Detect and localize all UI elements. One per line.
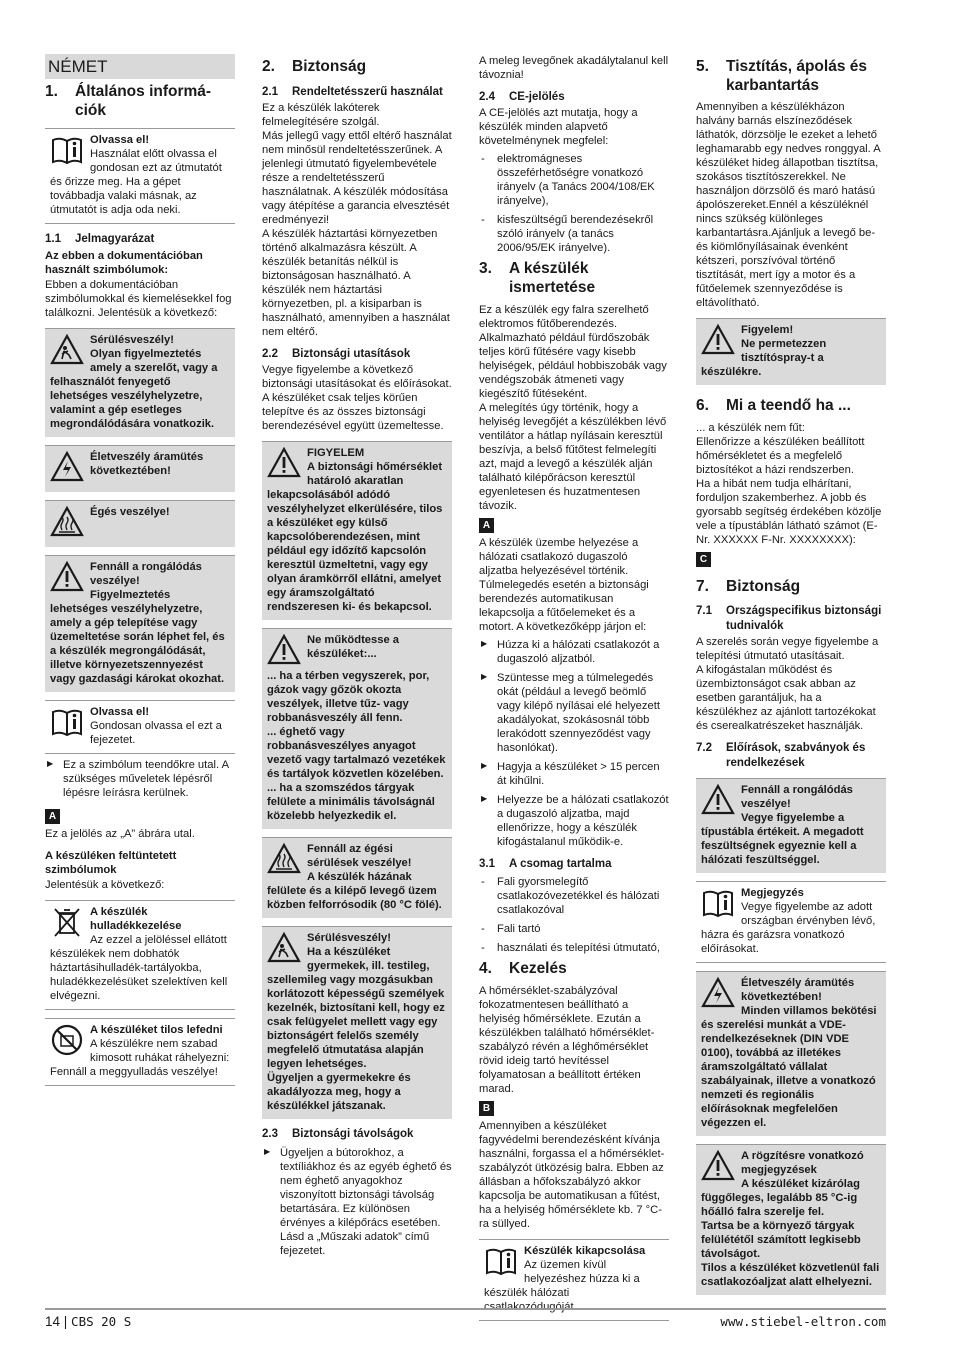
list-item: ▶ Szüntesse meg a túlmelegedés okát (például a levegő beömlő vagy kilépő nyílásai elé helyezett akadályokat, szokásosnál több lerakódott szennyeződést vagy hasonlókat). <box>479 671 669 755</box>
section-2-1-heading: 2.1 Rendeltetésszerű használat <box>262 85 443 98</box>
electric-shock-icon <box>50 450 84 484</box>
read-chapter-box: Olvassa el! Gondosan olvassa el ezt a fejezetet. <box>45 700 235 754</box>
list-item: ▶ Ez a szimbólum teendőkre utal. A szükséges műveletek lépésről lépésre leírásra kerülnek. <box>45 758 235 800</box>
page-footer <box>45 1308 886 1331</box>
footer-left: 14 | CBS 20 S <box>45 1314 132 1329</box>
section-2-2-heading: 2.2 Biztonsági utasítások <box>262 347 411 360</box>
injury-warning-box: Sérülésveszély! Olyan figyelmeztetés amely a szerelőt, vagy a felhasználót fenyegető lehetséges veszélyhelyzetre, valamint a gép esetleges megrondálódására vonatkozik. <box>45 328 235 437</box>
language-heading: NÉMET <box>45 54 235 79</box>
list-item: ▶ Helyezze be a hálózati csatlakozót a dugaszoló aljzatba, majd ellenőrizze, hogy a készülék kifogástalanul működik-e. <box>479 793 669 849</box>
section-2-3-heading: 2.3 Biztonsági távolságok <box>262 1128 414 1141</box>
switch-off-box: Készülék kikapcsolása Az üzemen kívül helyezéshez húzza ki a készülék hálózati csatlakozódugóját. <box>479 1239 669 1321</box>
section-3-heading: 3. A készülék ismertetése <box>479 260 596 296</box>
crossed-bin-icon <box>50 905 84 939</box>
figure-tag-c: C <box>696 552 711 567</box>
book-icon <box>50 133 84 167</box>
website-url: www.stiebel-eltron.com <box>720 1314 886 1329</box>
burn-injury-box: Fennáll az égési sérülések veszélye! A készülék házának felülete és a kilépő levegő üzem közben felforrósodik (80 °C fölé). <box>262 837 452 918</box>
warning-box: FIGYELEM A biztonsági hőmérséklet határoló akaratlan lekapcsolásából adódó veszélyhelyzet elkerülésére, tilos a készüléket egy külső kapcsolóberendezésen, mint például egy időzítő kapcsolón keresztül üzmeltetni, vagy egy olyan áramkörről ellátni, amelyet egy áramszolgáltató rendszeresen ki- és bekapcsol. <box>262 441 452 620</box>
figure-tag-b: B <box>479 1101 494 1116</box>
section-2-4-heading: 2.4 CE-jelölés <box>479 91 565 103</box>
book-icon <box>484 1244 518 1278</box>
burn-danger-box: Égés veszélye! <box>45 500 235 547</box>
damage-warning-box: Fennáll a rongálódás veszélye! Figyelmeztetés lehetséges veszélyhelyzetre, amely a gép telepítése vagy üzemeltetése során léphet fel, és a készülék megrongálódását, illetve környezetszennyezést vagy gazdasági károkat okozhat. <box>45 555 235 692</box>
overheat-steps-list <box>479 638 669 849</box>
action-list <box>45 758 235 800</box>
injury-children-box: Sérülésveszély! Ha a készüléket gyermekek, ill. testileg, szellemileg vagy mozgásukban korlátozott képességű személyek kezelnék, biztosítani kell, hogy ez csak felügyelet mellett vagy egy biztonságért felelős személy megfelelő útmutatása alapján legyen lehetséges. Ügyeljen a gyermekekre és akadályozza meg, hogy a készülékkel játszanak. <box>262 926 452 1119</box>
book-icon <box>701 886 735 920</box>
list-item: ▶ Ügyeljen a bútorokhoz, a textíliákhoz és az egyéb éghető és nem éghető anyagokhoz viszonyított biztonsági távolság betartására. Ez különösen érvényes a kilépőrács esetében. Lásd a „Műszaki adatok” című fejezetet. <box>262 1146 452 1258</box>
section-7-1-heading: 7.1 Országspecifikus biztonsági tudnivalók <box>696 605 882 632</box>
column-3: A meleg levegőnek akadálytalanul kell távoznia! 2.4 CE-jelölés A CE-jelölés azt mutatja, hogy a készülék minden alapvető követelménynek megfelel: - elektromágneses összeférhetőségre vonatkozó irányelv (a Tanács 2004/108/EK irányelve), - kisfeszültségű berendezésekről szóló irányelv (a tanács 2006/95/EK irányelve). 3. A készülék ismertetése Ez a készülék egy falra szerelhető elektromos fűtőberendezés. Alkalmazható például fürdőszobák teljes körű fűtésére vagy kisebb helyiségek, például hobbiszobák vagy vendégszobák átmeneti vagy kiegészítő fűtéseként. A melegítés úgy történik, hogy a helyiség levegőjét a készülékben lévő ventilátor a hátlap nyílásain keresztül beszívja, a belső fűtőtest felmelegíti azt, majd a levegő a készülék alján található kilépőrácson keresztül egyenletesen és huzatmentesen távozik. A A készülék üzembe helyezése a hálózati csatlakozó dugaszoló aljzatba helyezésével történik. Túlmelegedés esetén a biztonsági berendezés automatikusan lekapcsolja a fűtőelemeket és a motort. A következőképp járjon el: ▶ Húzza ki a hálózati csatlakozót a dugaszoló aljzatból. ▶ Szüntesse meg a túlmelegedés okát (például a levegő beömlő vagy kilépő nyílásai elé helyezett akadályokat, szokásosnál több lerakódott szennyeződést vagy hasonlókat). ▶ Hagyja a készüléket > 15 percen át kihűlni. ▶ Helyezze be a hálózati csatlakozót a dugaszoló aljzatba, majd ellenőrizze, hogy a készülék kifogástalanul működik-e. 3.1 A csomag tartalma - Fali gyorsmeleg​ítő csatlakozóvezetékkel és hálózati csatlakozóval - Fali tartó - használati és telepítési útmutató, 4. Kezelés A hőmérséklet-szabályzóval fokozatmentesen beállítható a helyiség hőmérséklete. Ezután a készülékben található hőmérséklet-szabályzó révén a léghőmérséklet rövid ideig tartó hevítéssel folyamatosan a beállított értéken marad. B Amennyiben a készüléket fagyvédelmi berendezésként kívánja használni, forgassa el a hőmérséklet-szabályzót ütközésig balra. Ebben az állásban a hőfokszabályzó akkor kapcsolja be automatikusan a fűtést, ha a helyiség hőmérséklete kb. 7 °C-ra süllyed. Készülék kikapcsolása Az üzemen kívül helyezéshez húzza ki a készülék hálózati csatlakozódugóját. <box>479 54 669 1325</box>
ce-list <box>479 152 669 255</box>
electric-danger-box: Életveszély áramütés következtében! <box>45 445 235 492</box>
package-contents-list <box>479 875 669 955</box>
electric-shock-icon <box>701 976 735 1010</box>
figure-tag-a: A <box>479 518 494 533</box>
list-item: ▶ Hagyja a készüléket > 15 percen át kihűlni. <box>479 760 669 788</box>
hot-surface-icon <box>267 842 301 876</box>
no-cover-box: A készüléket tilos lefedni A készülékre nem szabad kimosott ruhákat ráhelyezni: Fennáll a meggyulladás veszélye! <box>45 1018 235 1086</box>
exclamation-icon <box>267 633 301 667</box>
electric-install-box: Életveszély áramütés következtében! Minden villamos bekötési és szerelési munkát a VDE-rendelkezéseknek (DIN VDE 0100), továbbá az illetékes áramszolgáltató vállalat szabályainak, illetve a vonatkozó nemzeti és regionális előírásoknak megfelelően végezzen el. <box>696 971 886 1136</box>
exclamation-icon <box>50 560 84 594</box>
list-item: - kisfeszültségű berendezésekről szóló irányelv (a tanács 2006/95/EK irányelve). <box>479 213 669 255</box>
section-3-1-heading: 3.1 A csomag tartalma <box>479 857 612 870</box>
exclamation-icon <box>701 783 735 817</box>
model-name: CBS 20 S <box>71 1314 132 1329</box>
column-1: NÉMET 1. Általános informá-ciók Olvassa el! Használat előtt olvassa el gondosan ezt az útmutatót és őrizze meg. Ha a gépet továbbadja valaki másnak, az útmutatót is adja oda neki. 1.1 Jelmagyarázat Az ebben a dokumentációban használt szimbólumok: Ebben a dokumentációban szimbólumokkal és kiemelésekkel fog találkozni. Jelentésük a következő: Sérülésveszély! Olyan figyelmeztetés amely a szerelőt, vagy a felhasználót fenyegető lehetséges veszélyhelyzetre, valamint a gép esetleges megrondálódására vonatkozik. Életveszély áramütés következtében! Égés veszélye! Fennáll a rongálódás veszélye! Figyelmeztetés lehetséges veszélyhelyzetre, amely a gép telepítése vagy üzemeltetése során léphet fel, és a készülék megrongálódását, illetve környezetszennyezést vagy gazdasági károkat okozhat. Olvassa el! Gondosan olvassa el ezt a fejezetet. ▶ Ez a szimbólum teendőkre utal. A szükséges műveletek lépésről lépésre leírásra kerülnek. A Ez a jelölés az „A” ábrára utal. A készüléken feltüntetett szimbólumok Jelentésük a következő: A készülék hulladékkezelése Az ezzel a jelöléssel ellátott készülékek nem dobhatók háztartásihulladék-tartályokba, huladékkezelésüket szelektíven kell elvégezni. A készüléket tilos lefedni A készülékre nem szabad kimosott ruhákat ráhelyezni: Fennáll a meggyulladás veszélye! <box>45 54 235 1090</box>
section-1-heading: 1. Általános informá-ciók <box>45 83 212 119</box>
book-icon <box>50 705 84 739</box>
no-spray-box: Figyelem! Ne permetezzen tisztítóspray-t a készülékre. <box>696 318 886 385</box>
page-number: 14 <box>45 1314 61 1329</box>
column-2: 2. Biztonság 2.1 Rendeltetésszerű használat Ez a készülék lakóterek felmelegítésére szolgál. Más jellegű vagy ettől eltérő használat nem minősül rendeltetésszerűnek. A jelenlegi útmutató figyelembevétele része a rendeltetésszerű használatnak. A készülék módosítása vagy átépítése a garancia elvesztését eredményezi! A készülék háztartási környezetben történő alkalmazásra készült. A készülék betanítás nélkül is biztonságosan használható. A készülék nem háztartási környezetben, pl. a kisiparban is használható, amennyiben a használat nem eltérő. 2.2 Biztonsági utasítások Vegye figyelembe a következő biztonsági utasításokat és előírásokat. A készüléket csak teljes körűen telepítve és az összes biztonsági berendezésével együtt üzemeltesse. FIGYELEM A biztonsági hőmérséklet határoló akaratlan lekapcsolásából adódó veszélyhelyzet elkerülésére, tilos a készüléket egy külső kapcsolóberendezésen, mint például egy időzítő kapcsolón keresztül üzmeltetni, vagy egy olyan áramkörről ellátni, amelyet egy áramszolgáltató rendszeresen ki- és bekapcsol. Ne működtesse a készüléket:... ... ha a térben vegyszerek, por, gázok vagy gőzök okozta veszélyek, illetve tűz- vagy robbanásveszély áll fenn. ... éghető vagy robbanásveszélyes anyagot vezető vagy tartalmazó vezetékek és tartályok közvetlen közelében. ... ha a szomszédos tárgyak felülete a minimális távolságnál közelebb helyezkedik el. Fennáll az égési sérülések veszélye! A készülék házának felülete és a kilépő levegő üzem közben felforrósodik (80 °C fölé). Sérülésveszély! Ha a készüléket gyermekek, ill. testileg, szellemileg vagy mozgásukban korlátozott képességű személyek kezelnék, biztosítani kell, hogy ez csak felügyelet mellett vagy egy biztonságért felelős személy megfelelő útmutatása alapján legyen lehetséges. Ügyeljen a gyermekekre és akadályozza meg, hogy a készülékkel játszanak. 2.3 Biztonsági távolságok ▶ Ügyeljen a bútorokhoz, a textíliákhoz és az egyéb éghető és nem éghető anyagokhoz viszonyított biztonsági távolság betartására. Ez különösen érvényes a kilépőrács esetében. Lásd a „Műszaki adatok” című fejezetet. <box>262 54 452 1263</box>
exclamation-icon <box>701 1149 735 1183</box>
do-not-operate-box: Ne működtesse a készüléket:... ... ha a térben vegyszerek, por, gázok vagy gőzök okozta veszélyek, illetve tűz- vagy robbanásveszély áll fenn. ... éghető vagy robbanásveszélyes anyagot vezető vagy tartalmazó vezetékek és tartályok közvetlen közelében. ... ha a szomszédos tárgyak felülete a minimális távolságnál közelebb helyezkedik el. <box>262 628 452 829</box>
note-box: Megjegyzés Vegye figyelembe az adott országban érvényben lévő, házra és garázsra vonatkozó előírásokat. <box>696 881 886 963</box>
section-4-heading: 4. Kezelés <box>479 959 567 977</box>
section-2-heading: 2. Biztonság <box>262 58 367 75</box>
section-7-2-heading: 7.2 Előírások, szabványok és rendelkezések <box>696 742 866 769</box>
action-list <box>262 1146 452 1258</box>
list-item: - Fali tartó <box>479 922 669 936</box>
section-1-1-heading: 1.1 Jelmagyarázat <box>45 233 155 246</box>
list-item: - használati és telepítési útmutató, <box>479 941 669 955</box>
waste-disposal-box: A készülék hulladékkezelése Az ezzel a jelöléssel ellátott készülékek nem dobhatók háztartásihulladék-tartályokba, huladékkezelésüket szelektíven kell elvégezni. <box>45 900 235 1010</box>
mounting-notes-box: A rögzítésre vonatkozó megjegyzések A készüléket kizárólag függőleges, legalább 85 °C-ig hőálló falra szerelje fel. Tartsa be a környező tárgyak felülététől számított legkisebb távolságot. Tilos a készüléket közvetlenül fali csatlakozóaljzat alatt elhelyezni. <box>696 1144 886 1295</box>
exclamation-icon <box>701 323 735 357</box>
hot-surface-icon <box>50 505 84 539</box>
exclamation-icon <box>267 446 301 480</box>
figure-tag-a: A <box>45 809 60 824</box>
list-item: ▶ Húzza ki a hálózati csatlakozót a dugaszoló aljzatból. <box>479 638 669 666</box>
injury-warning-icon <box>50 333 84 367</box>
section-7-heading: 7. Biztonság <box>696 577 801 595</box>
voltage-damage-box: Fennáll a rongálódás veszélye! Vegye figyelembe a típustábla értékeit. A megadott feszültségnek egyeznie kell a hálózati feszültséggel. <box>696 778 886 873</box>
list-item: - Fali gyorsmeleg​ítő csatlakozóvezetékkel és hálózati csatlakozóval <box>479 875 669 917</box>
no-cover-icon <box>50 1023 84 1057</box>
injury-warning-icon <box>267 931 301 965</box>
read-notice-box: Olvassa el! Használat előtt olvassa el gondosan ezt az útmutatót és őrizze meg. Ha a gépet továbbadja valaki másnak, az útmutatót is adja oda neki. <box>45 128 235 224</box>
section-5-heading: 5. Tisztítás, ápolás és karbantartás <box>696 58 867 94</box>
section-6-heading: 6. Mi a teendő ha ... <box>696 397 851 415</box>
column-4: 5. Tisztítás, ápolás és karbantartás Amennyiben a készülékházon halvány barnás elszíneződések láthatók, dörzsölje le ezeket a lehető leghamarabb egy nedves ronggyal. A készüléket hideg állapotban tisztítsa, szokásos tisztítószerekkel. Ne használjon dörzsölő és maró hatású ápolószereket.Ennél a készüléknél nincs szükség különleges karbantartásra.Ajánljuk a levegő be- és kiömlőnyílásainak évenként kétszeri, porszívóval történő tisztítását, mert így a motor és a fűtőelemek szennyeződése is eltávolítható. Figyelem! Ne permetezzen tisztítóspray-t a készülékre. 6. Mi a teendő ha ... ... a készülék nem fűt: Ellenőrizze a készüléken beállított hőmérsékletet és a megfelelő biztosítékot a házi rendszerben. Ha a hibát nem tudja elhárítani, forduljon szakemberhez. A jobb és gyorsabb segítség érdekében közölje vele a típustáblán látható számot (E-Nr. XXXXXX F-Nr. XXXXXXXX): C 7. Biztonság 7.1 Országspecifikus biztonsági tudnivalók A szerelés során vegye figyelembe a telepítési útmutató utasításait. A kifogástalan működést és üzembiztonságot csak abban az esetben garantáljuk, ha a készülékhez az ajánlott tartozékokat és cserealkatrészeket használják. 7.2 Előírások, szabványok és rendelkezések Fennáll a rongálódás veszélye! Vegye figyelembe a típustábla értékeit. A megadott feszültségnek egyeznie kell a hálózati feszültséggel. Megjegyzés Vegye figyelembe az adott országban érvényben lévő, házra és garázsra vonatkozó előírásokat. Életveszély áramütés következtében! Minden villamos bekötési és szerelési munkát a VDE-rendelkezéseknek (DIN VDE 0100), továbbá az illetékes áramszolgáltató vállalat szabályainak, illetve a vonatkozó nemzeti és regionális előírásoknak megfelelően végezzen el. A rögzítésre vonatkozó megjegyzések A készüléket kizárólag függőleges, legalább 85 °C-ig hőálló falra szerelje fel. Tartsa be a környező tárgyak felülététől számított legkisebb távolságot. Tilos a készüléket közvetlenül fali csatlakozóaljzat alatt elhelyezni. <box>696 54 886 1299</box>
list-item: - elektromágneses összeférhetőségre vonatkozó irányelv (a Tanács 2004/108/EK irányelve), <box>479 152 669 208</box>
